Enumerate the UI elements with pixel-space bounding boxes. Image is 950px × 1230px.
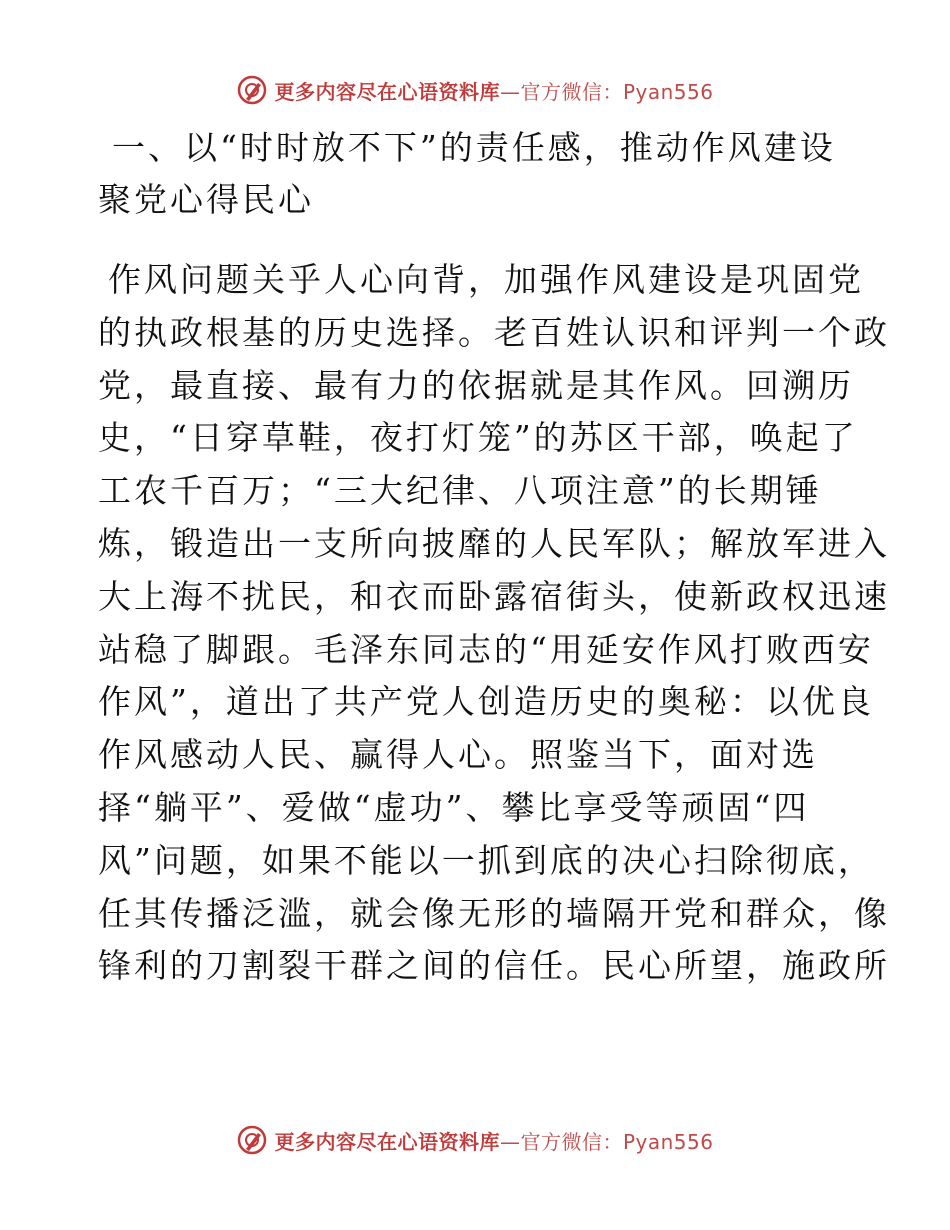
paragraph-line: 作风”，道出了共产党人创造历史的奥秘：以优良 — [98, 682, 874, 722]
watermark-text — [274, 76, 713, 105]
watermark-text — [274, 1126, 713, 1155]
paragraph-line: 站稳了脚跟。毛泽东同志的“用延安作风打败西安 — [98, 629, 874, 669]
document-body — [98, 122, 890, 993]
header-watermark-banner — [0, 70, 950, 110]
paragraph-line: 择“躺平”、爱做“虚功”、攀比享受等顽固“四 — [98, 787, 810, 827]
paragraph-line: 的执政根基的历史选择。老百姓认识和评判一个政 — [98, 312, 890, 352]
pen-logo-icon — [236, 1124, 268, 1156]
paragraph-line: 大上海不扰民，和衣而卧露宿街头，使新政权迅速 — [98, 576, 890, 616]
paragraph-line: 任其传播泛滥，就会像无形的墙隔开党和群众，像 — [98, 893, 890, 933]
paragraph-line: 党，最直接、最有力的依据就是其作风。回溯历 — [98, 365, 854, 405]
paragraph-line: 作风问题关乎人心向背，加强作风建设是巩固党 — [108, 260, 864, 299]
pen-logo-icon — [236, 74, 268, 106]
paragraph-line: 工农千百万；“三大纪律、八项注意”的长期锤 — [98, 471, 822, 511]
heading-line-2: 聚党心得民心 — [98, 180, 314, 219]
paragraph-line: 史，“日穿草鞋，夜打灯笼”的苏区干部，唤起了 — [98, 418, 858, 458]
paragraph-line: 炼，锻造出一支所向披靡的人民军队；解放军进入 — [98, 523, 890, 563]
paragraph-line: 锋利的刀割裂干群之间的信任。民心所望，施政所 — [98, 946, 890, 986]
watermark-wechat: —官方微信：Pyan556 — [499, 79, 714, 104]
watermark-wechat: —官方微信：Pyan556 — [499, 1129, 714, 1154]
paragraph-line: 风”问题，如果不能以一抓到底的决心扫除彻底， — [98, 840, 874, 880]
footer-watermark-banner — [0, 1120, 950, 1160]
heading-line-1: 一、以“时时放不下”的责任感，推动作风建设 — [112, 128, 836, 167]
paragraph-line: 作风感动人民、赢得人心。照鉴当下，面对选 — [98, 735, 818, 775]
watermark-lead: 更多内容尽在心语资料库 — [274, 1129, 500, 1154]
watermark-lead: 更多内容尽在心语资料库 — [274, 79, 500, 104]
section-heading — [98, 122, 850, 226]
body-paragraph — [98, 254, 890, 993]
